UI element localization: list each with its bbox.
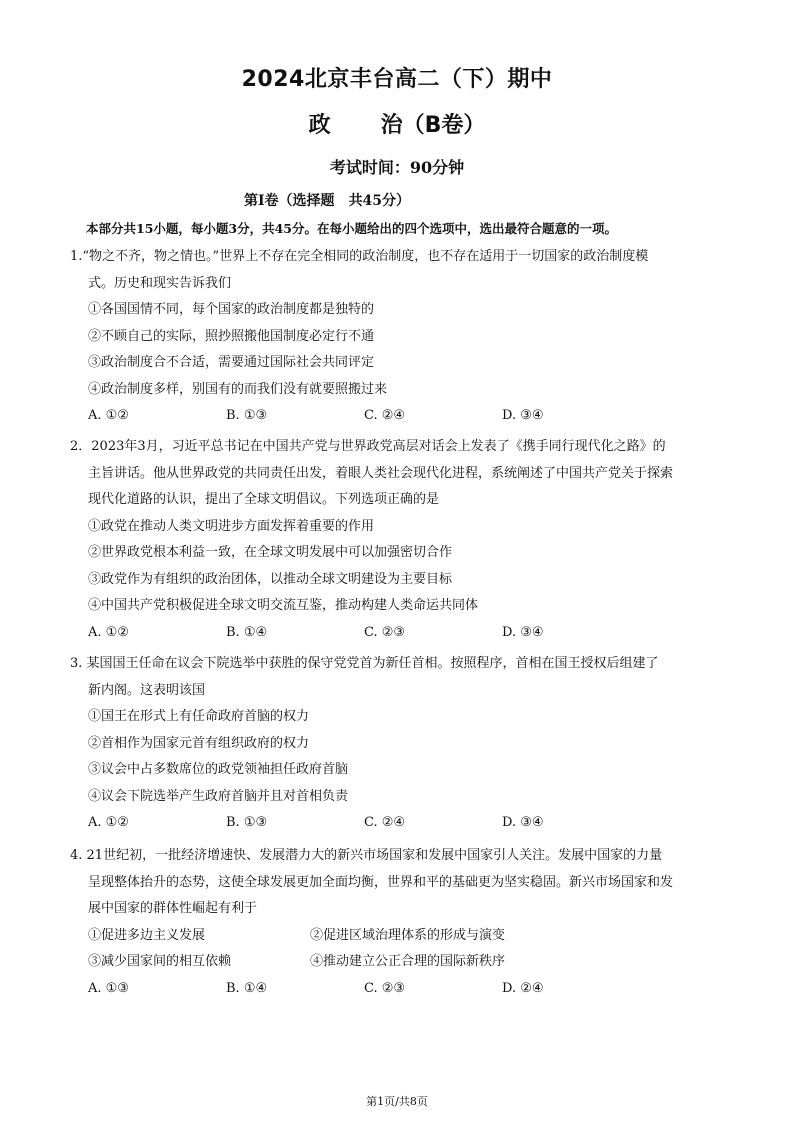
page-number: 第1页/共8页 — [366, 1095, 428, 1108]
question-stem-line: 现代化道路的认识，提出了全球文明倡议。下列选项正确的是 — [88, 492, 440, 507]
answer-choice-a: A. ①② — [88, 408, 129, 423]
question-statement: ③议会中占多数席位的政党领袖担任政府首脑 — [88, 762, 349, 777]
section-instructions: 本部分共15小题，每小题3分，共45分。在每小题给出的四个选项中，选出最符合题意的一项。 — [86, 221, 617, 236]
answer-choice-d: D. ②④ — [502, 980, 544, 996]
exam-time: 考试时间：90分钟 — [329, 158, 465, 177]
question-statement: ④中国共产党积极促进全球文明交流互鉴，推动构建人类命运共同体 — [88, 598, 479, 613]
answer-choice-c: C. ②④ — [364, 815, 406, 830]
answer-choice-b: B. ①③ — [226, 815, 268, 830]
question-stem-line: 1.“物之不齐，物之情也。”世界上不存在完全相同的政治制度，也不存在适用于一切国家的政治制度模 — [70, 249, 649, 264]
question-statement: ③政治制度合不合适，需要通过国际社会共同评定 — [88, 355, 375, 370]
question-stem-line: 新内阁。这表明该国 — [88, 682, 206, 698]
question-stem-line: 3. 某国国王任命在议会下院选举中获胜的保守党党首为新任首相。按照程序，首相在国王授权后组建了 — [70, 656, 659, 671]
question-statement: ④政治制度多样，别国有的而我们没有就要照搬过来 — [88, 381, 388, 397]
question-statement: ③政党作为有组织的政治团体，以推动全球文明建设为主要目标 — [88, 571, 453, 587]
section-heading — [244, 190, 410, 210]
answer-choice-d: D. ③④ — [502, 624, 544, 640]
question-3 — [70, 651, 730, 837]
answer-choice-a: A. ①③ — [88, 980, 129, 996]
answer-choice-a: A. ①② — [88, 815, 129, 830]
question-stem-line: 主旨讲话。他从世界政党的共同责任出发，着眼人类社会现代化进程，系统阐述了中国共产党关于探索 — [88, 465, 674, 481]
question-statement: ④推动建立公正合理的国际新秩序 — [310, 954, 506, 969]
question-2 — [70, 434, 730, 646]
question-statement: ②促进区域治理体系的形成与演变 — [310, 927, 506, 943]
subject-right: 治（B卷） — [380, 113, 486, 138]
question-statement: ④议会下院选举产生政府首脑并且对首相负责 — [88, 788, 349, 804]
answer-choices — [70, 810, 730, 837]
question-4 — [70, 843, 730, 1002]
question-statement: ①政党在推动人类文明进步方面发挥着重要的作用 — [88, 518, 375, 534]
question-statement: ①各国国情不同，每个国家的政治制度都是独特的 — [88, 302, 375, 317]
answer-choice-d: D. ③④ — [502, 408, 544, 423]
question-statement: ②不顾自己的实际，照抄照搬他国制度必定行不通 — [88, 328, 375, 344]
question-statement: ①促进多边主义发展 — [88, 927, 206, 943]
question-stem-line: 4. 21世纪初，一批经济增速快、发展潜力大的新兴市场国家和发展中国家引人关注。发展中国家的力量 — [70, 848, 663, 863]
answer-choice-b: B. ①④ — [226, 980, 268, 996]
question-1 — [70, 244, 730, 430]
answer-choice-b: B. ①③ — [226, 408, 268, 423]
statement-row — [70, 949, 730, 976]
question-statement: ③减少国家间的相互依赖 — [88, 954, 232, 969]
answer-choice-b: B. ①④ — [226, 624, 268, 640]
subject-left: 政 — [308, 113, 331, 138]
question-statement: ①国王在形式上有任命政府首脑的权力 — [88, 709, 310, 724]
answer-choice-d: D. ③④ — [502, 815, 544, 830]
question-stem-line: 2．2023年3月，习近平总书记在中国共产党与世界政党高层对话会上发表了《携手同行现代化之路》的 — [70, 439, 666, 454]
question-stem-line: 式。历史和现实告诉我们 — [88, 275, 232, 291]
exam-title: 2024北京丰台高二（下）期中 — [241, 67, 553, 92]
statement-row — [70, 923, 730, 950]
question-stem-line: 呈现整体抬升的态势，这使全球发展更加全面均衡，世界和平的基础更为坚实稳固。新兴市场国家和发 — [88, 874, 674, 890]
answer-choices — [70, 403, 730, 430]
answer-choice-c: C. ②③ — [364, 624, 406, 640]
question-statement: ②世界政党根本利益一致，在全球文明发展中可以加强密切合作 — [88, 545, 453, 560]
answer-choice-a: A. ①② — [88, 624, 129, 640]
question-stem-line: 展中国家的群体性崛起有利于 — [88, 901, 258, 916]
answer-choice-c: C. ②④ — [364, 408, 406, 423]
subject-title — [0, 108, 794, 139]
answer-choices — [70, 620, 730, 647]
answer-choice-c: C. ②③ — [364, 980, 406, 996]
section-heading-b: 共45分） — [348, 193, 411, 209]
question-statement: ②首相作为国家元首有组织政府的权力 — [88, 735, 310, 751]
answer-choices — [70, 976, 730, 1003]
section-heading-a: 第Ⅰ卷（选择题 — [244, 193, 335, 209]
